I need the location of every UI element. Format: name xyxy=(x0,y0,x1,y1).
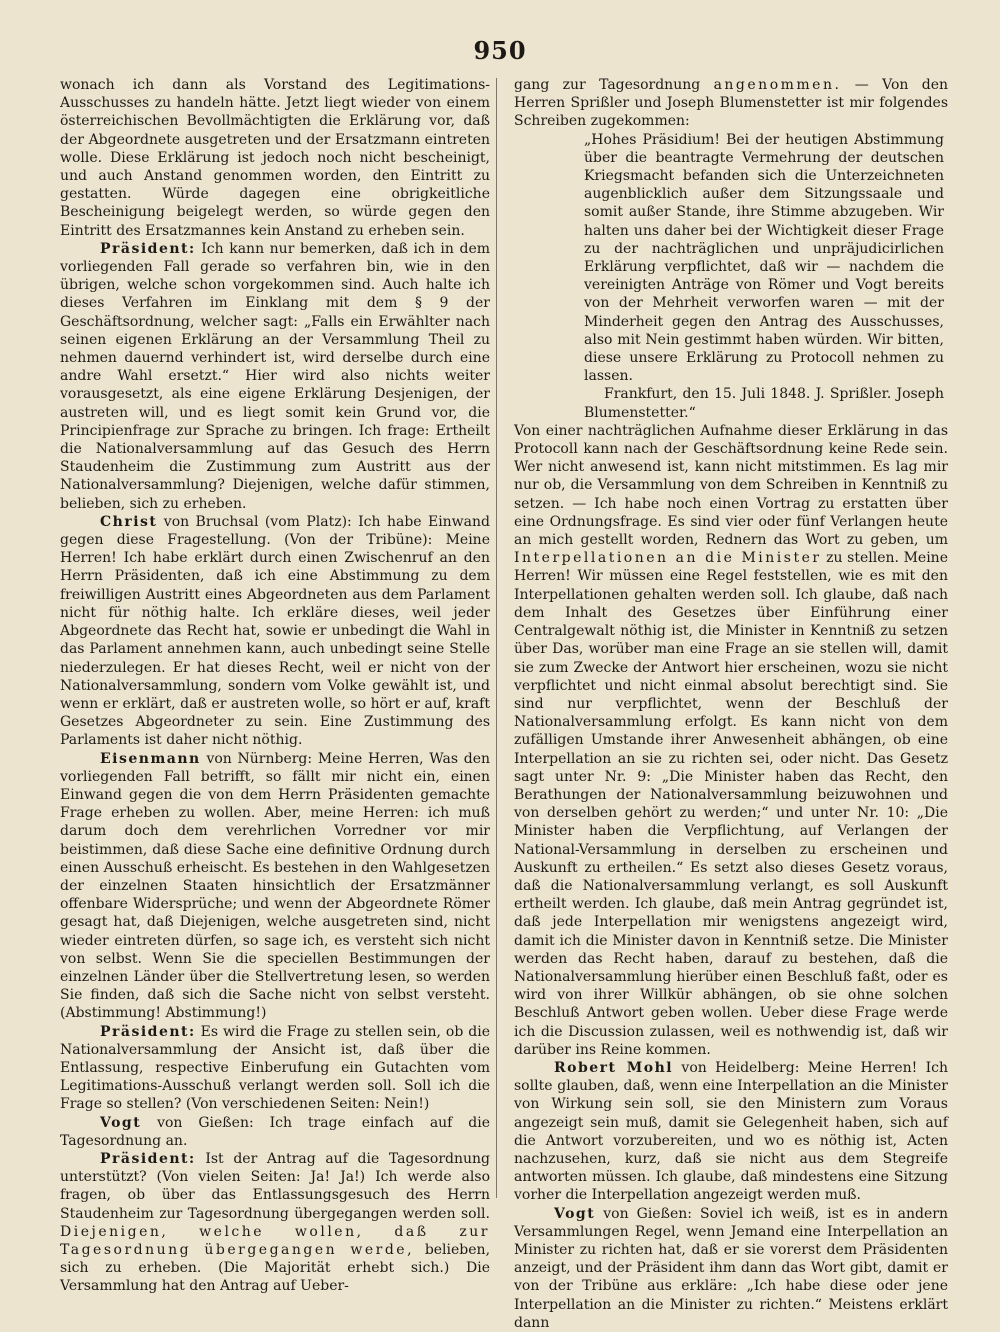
paragraph xyxy=(60,240,490,513)
letter-signoff: Frankfurt, den 15. Juli 1848. J. Sprißler. Joseph Blumenstetter.“ xyxy=(584,386,944,421)
paragraph-text: zu stellen. Meine Herren! Wir müssen eine Regel feststellen, wie es mit den Interpellationen gehalten werden soll. Ich glaube, daß nach dem Inhalt des Gesetzes über Einführung einer Centralgewalt nöthig ist, die Minister in Kenntniß zu setzen über Das, worüber man eine Frage an sie stellen will, damit sie zum Zwecke der Antwort hier erscheinen, wozu sie nicht verpflichtet und nicht einmal absolut berechtigt sind. Sie sind nur verpflichtet, wenn der Beschluß der Nationalversammlung erfolgt. Es kann nicht von dem zufälligen Umstande ihrer Anwesenheit abhängen, ob eine Interpellation an sie zu richten sei, oder nicht. Das Gesetz sagt unter Nr. 9: „Die Minister haben das Recht, den Berathungen der Nationalversammlung beizuwohnen und von derselben gehört zu werden;“ und unter Nr. 10: „Die Minister haben die Verpflichtung, auf Verlangen der National-Versammlung in derselben zu erscheinen und Auskunft zu ertheilen.“ Es setzt also dieses Gesetz voraus, daß die Nationalversammlung verlangt, es soll Auskunft ertheilt werden. Ich glaube, daß mein Antrag gegründet ist, daß jede Interpellation mir wenigstens angezeigt wird, damit ich die Minister davon in Kenntniß setze. Die Minister werden das Recht haben, darauf zu bestehen, daß die Nationalversammlung hierüber einen Beschluß faßt, oder es wird von ihrer Willkür abhängen, ob sie ohne solchen Beschluß Antwort geben wollen. Ueber diese Frage werde ich die Discussion zulassen, weil es nothwendig ist, daß wir darüber ins Reine kommen. xyxy=(514,550,948,1058)
paragraph-text: von Bruchsal (vom Platz): Ich habe Einwand gegen diese Fragestellung. (Von der Tribüne): Meine Herren! Ich habe erklärt durch einen Zwischenruf an den Herrn Präsidenten, daß ich eine Abstimmung zu dem freiwilligen Austritt eines Abgeordneten aus dem Parlament nicht für nöthig halte. Ich erkläre dieses, weil jeder Abgeordnete das Recht hat, sowie er unbedingt die Wahl in das Parlament annehmen kann, auch unbedingt seine Stelle niederzulegen. Er hat dieses Recht, weil er nicht von der Nationalversammlung, sondern vom Volke gewählt ist, und wenn er erklärt, daß er austreten wolle, so hört er auf, kraft Gesetzes Abgeordneter zu sein. Eine Zustimmung des Parlaments ist daher nicht nöthig. xyxy=(60,513,490,749)
left-column xyxy=(60,76,490,1296)
spaced-text: Diejenigen, welche wollen, daß zur Tagesordnung übergegangen werde, xyxy=(60,1223,490,1258)
paragraph-text: Ist der Antrag auf die Tagesordnung unterstützt? (Von vielen Seiten: Ja! Ja!) Ich werde also fragen, ob über das Entlassungsgesuch des Herrn Staudenheim zur Tagesordnung übergegangen werden soll. xyxy=(60,1150,490,1222)
paragraph-text: von Gießen: Soviel ich weiß, ist es in andern Versammlungen Regel, wenn Jemand eine Interpellation an Minister zu richten hat, daß er sie vorerst dem Präsidenten anzeigt, und der Präsident ihm dann das Wort gibt, damit er von der Tribüne aus erkläre: „Ich habe diese oder jene Interpellation an die Minister zu richten.“ Meistens erklärt dann xyxy=(514,1205,948,1331)
paragraph-text: von Gießen: Ich trage einfach auf die Tagesordnung an. xyxy=(60,1114,490,1149)
paragraph xyxy=(514,422,948,1059)
paragraph xyxy=(60,76,490,240)
speaker-name: Präsident: xyxy=(100,1023,196,1040)
paragraph-text: gang zur Tagesordnung xyxy=(514,77,701,93)
paragraph xyxy=(514,1205,948,1332)
paragraph-text: von Heidelberg: Meine Herren! Ich sollte glauben, daß, wenn eine Interpellation an die Minister von Wirkung sein soll, sie den Ministern zum Voraus angezeigt sein muß, damit sie Gelegenheit haben, sich auf die Antwort vorzubereiten, und wo es nöthig ist, Acten nachzusehen, kurz, daß sie nicht aus dem Stegreife antworten müssen. Ich glaube, daß mindestens eine Sitzung vorher die Interpellation angezeigt werden muß. xyxy=(514,1059,948,1204)
paragraph-text: wonach ich dann als Vorstand des Legitimations-Ausschusses zu handeln hätte. Jetzt liegt wieder von einem österreichischen Bevollmächtigten die Erklärung vor, daß der Abgeordnete ausgetreten und der Ersatzmann eintreten wolle. Diese Erklärung ist jedoch noch nicht bescheinigt, und auch Anstand genommen worden, den Eintritt zu gestatten. Würde dagegen eine obrigkeitliche Bescheinigung beigelegt werden, so würde gegen den Eintritt des Ersatzmannes kein Anstand zu erheben sein. xyxy=(60,77,490,239)
paragraph xyxy=(60,750,490,1023)
speaker-name: Robert Mohl xyxy=(554,1059,674,1076)
page-number: 950 xyxy=(473,36,527,65)
paragraph-text: Ich kann nur bemerken, daß ich in dem vorliegenden Fall gerade so verfahren bin, wie in den übrigen, welche schon vorgekommen sind. Auch halte ich dieses Verfahren im Einklang mit dem § 9 der Geschäftsordnung, welcher sagt: „Falls ein Erwählter nach seinen eigenen Erklärung an der Versammlung Theil zu nehmen dauernd verhindert ist, wird derselbe durch eine andre Wahl ersetzt.“ Hier wird also nichts weiter vorausgesetzt, als eine eigene Erklärung Desjenigen, der austreten will, und es liegt somit kein Grund vor, die Principienfrage zur Sprache zu bringen. Ich frage: Ertheilt die Nationalversammlung auf das Gesuch des Herrn Staudenheim die Zustimmung zum Austritt aus der Nationalversammlung? Diejenigen, welche dafür stimmen, belieben, sich zu erheben. xyxy=(60,240,491,512)
paragraph xyxy=(60,1023,490,1114)
right-column xyxy=(514,76,948,1332)
paragraph-text: von Nürnberg: Meine Herren, Was den vorliegenden Fall betrifft, so fällt mir nicht ein, einen Einwand gegen die von dem Herrn Präsidenten gemachte Frage erheben zu wollen. Aber, meine Herren: ich muß darum doch dem verehrlichen Vorredner vor mir beistimmen, daß diese Sache eine definitive Ordnung durch einen Ausschuß erheischt. Es bestehen in den Wahlgesetzen der einzelnen Staaten hinsichtlich der Ersatzmänner offenbare Widersprüche; und wenn der Abgeordnete Römer gesagt hat, daß Diejenigen, welche ausgetreten sind, nicht wieder eintreten dürfen, so sage ich, es versteht sich nicht von selbst. Wenn Sie die speciellen Bestimmungen der einzelnen Länder über die Stellvertretung lesen, so werden Sie finden, daß sich die Sache nicht von selbst versteht. (Abstimmung! Abstimmung!) xyxy=(60,750,491,1022)
paragraph xyxy=(514,76,948,131)
spaced-text: Interpellationen an die Minister xyxy=(514,550,822,567)
paragraph-text: — Von den Herren Sprißler und Joseph Blumenstetter ist mir folgendes Schreiben zugekommen: xyxy=(514,77,949,130)
quoted-letter xyxy=(584,131,944,422)
paragraph-text: Es wird die Frage zu stellen sein, ob die Nationalversammlung der Ansicht ist, daß über die Entlassung, respective Einberufung ein Gutachten vom Legitimations-Ausschuß verlangt werden soll. Soll ich die Frage so stellen? (Von verschiedenen Seiten: Nein!) xyxy=(60,1023,491,1113)
speaker-name: Vogt xyxy=(554,1205,596,1222)
column-divider xyxy=(496,78,497,1198)
speaker-name: Präsident: xyxy=(100,1150,196,1167)
letter-body: „Hohes Präsidium! Bei der heutigen Abstimmung über die beantragte Vermehrung der deutschen Kriegsmacht befanden sich die Unterzeichneten augenblicklich außer dem Sitzungssaale und somit außer Stande, ihre Stimme abzugeben. Wir halten uns daher bei der Wichtigkeit dieser Frage zu der nachträglichen und unpräjudicirlichen Erklärung verpflichtet, daß wir — nachdem die vereinigten Anträge von Römer und Vogt bereits von der Mehrheit verworfen waren — mit der Minderheit gegen den Antrag des Ausschusses, also mit Nein gestimmt haben würden. Wir bitten, diese unsere Erklärung zu Protocoll nehmen zu lassen. xyxy=(584,131,944,385)
speaker-name: Eisenmann xyxy=(100,750,201,767)
paragraph xyxy=(60,513,490,750)
speaker-name: Vogt xyxy=(100,1114,142,1131)
paragraph-text: Von einer nachträglichen Aufnahme dieser Erklärung in das Protocoll kann nach der Geschäftsordnung keine Rede sein. Wer nicht anwesend ist, kann nicht mitstimmen. Es lag mir nur ob, die Versammlung von dem Schreiben in Kenntniß zu setzen. — Ich habe noch einen Vortrag zu erstatten über eine Ordnungsfrage. Es sind vier oder fünf Verlangen heute an mich gestellt worden, Rednern das Wort zu geben, um xyxy=(514,422,948,549)
paragraph xyxy=(514,1059,948,1205)
paragraph xyxy=(60,1114,490,1150)
spaced-text: angenommen. xyxy=(713,77,842,93)
paragraph-text: belieben, sich zu erheben. (Die Majorität erhebt sich.) Die Versammlung hat den Antrag auf Ueber- xyxy=(60,1242,491,1295)
paragraph xyxy=(60,1150,490,1296)
speaker-name: Präsident: xyxy=(100,240,196,257)
speaker-name: Christ xyxy=(100,513,158,530)
